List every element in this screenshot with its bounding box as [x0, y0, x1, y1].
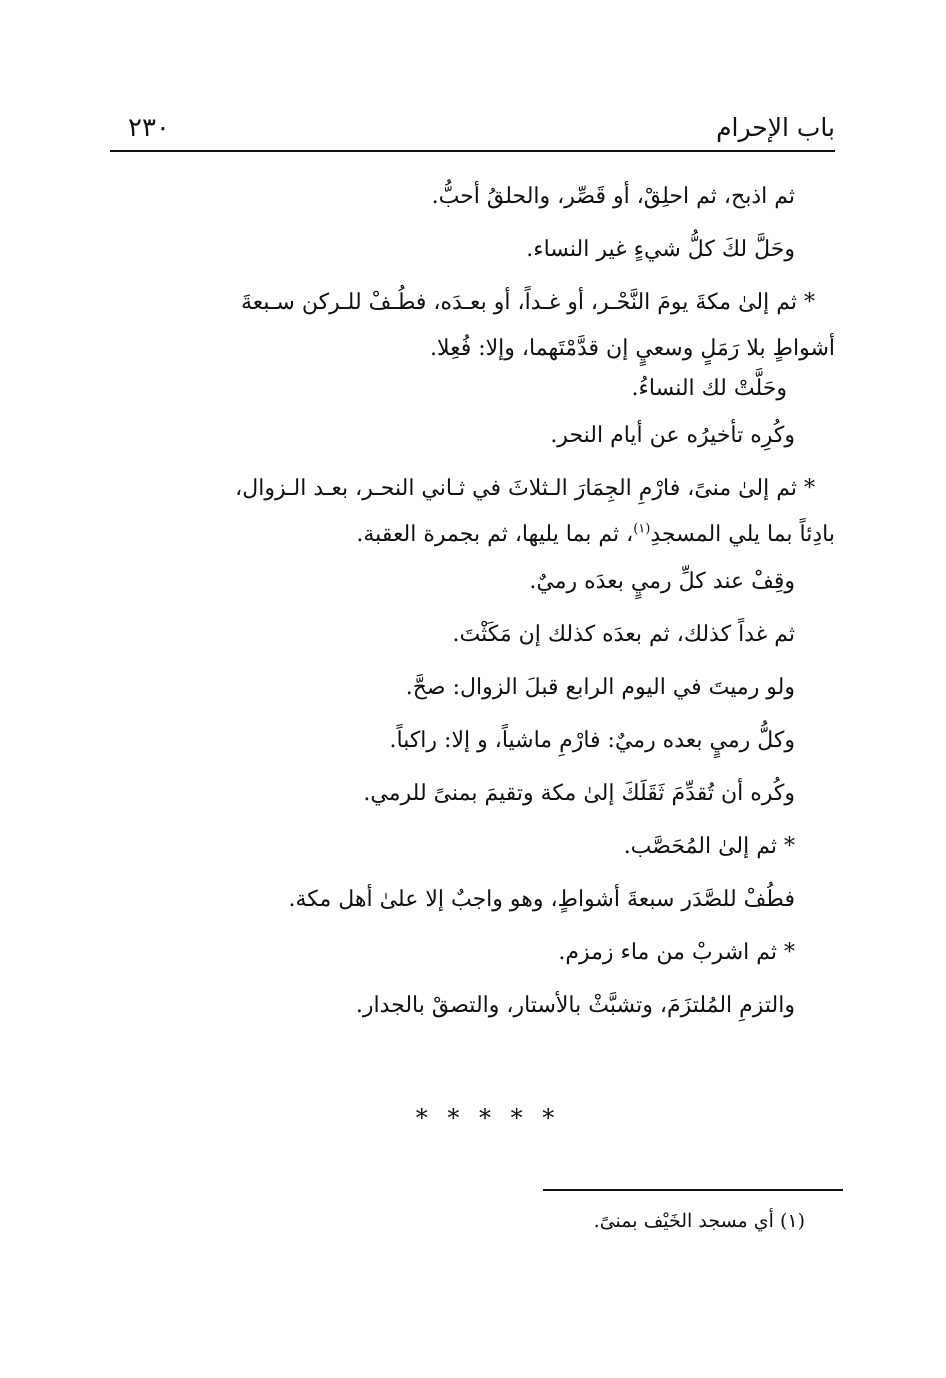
text-line: وحَلَّ لكَ كلُّ شيءٍ غير النساء. [526, 237, 795, 262]
footnote: (١) أي مسجد الخَيْف بمنىً. [593, 1210, 805, 1232]
footnote-marker: (١) [633, 521, 651, 537]
text-line: وكلُّ رميٍ بعده رميٌ: فارْمِ ماشياً، و إلا: راكباً. [389, 728, 795, 753]
footnote-rule [543, 1189, 843, 1191]
chapter-title: باب الإحرام [716, 113, 835, 142]
text-line: * ثم إلىٰ مكةَ يومَ النَّحْـر، أو غـداً، أو بعـدَه، فطُـفْ للـركن سـبعةَ [240, 290, 815, 315]
text-line: ثم اذبح، ثم احلِقْ، أو قَصِّر، والحلقُ أحبُّ. [431, 184, 795, 209]
text-span: ، ثم بما يليها، ثم بجمرة العقبة. [356, 522, 634, 547]
text-line: وكُرِه تأخيرُه عن أيام النحر. [550, 423, 795, 448]
text-line: * ثم إلىٰ منىً، فارْمِ الجِمَارَ الـثلاثَ في ثـاني النحـر، بعـد الـزوال، [235, 476, 815, 501]
text-line: فطُفْ للصَّدَر سبعةَ أشواطٍ، وهو واجبٌ إلا علىٰ أهل مكة. [288, 887, 795, 912]
page-number: ٢٣٠ [128, 113, 170, 143]
text-line: * ثم اشربْ من ماء زمزم. [558, 940, 795, 965]
text-line [120, 515, 835, 555]
text-line: والتزمِ المُلتزَمَ، وتشبَّثْ بالأستار، والتصقْ بالجدار. [355, 993, 795, 1018]
section-separator: * * * * * [415, 1104, 561, 1132]
text-line: ثم غداً كذلك، ثم بعدَه كذلك إن مَكَثْتَ. [452, 622, 795, 647]
main-text [120, 170, 835, 1032]
running-header [110, 108, 835, 152]
text-line: ولو رميتَ في اليوم الرابع قبلَ الزوال: صحَّ. [405, 675, 795, 700]
text-span: بادِئاً بما يلي المسجدِ [650, 522, 835, 547]
text-line: * ثم إلىٰ المُحَصَّب. [623, 834, 795, 859]
text-line: وكُره أن تُقدِّمَ ثَقَلَكَ إلىٰ مكة وتقيمَ بمنىً للرمي. [363, 781, 795, 806]
text-line: أشواطٍ بلا رَمَلٍ وسعيٍ إن قدَّمْتَهما، وإلا: فُعِلا. [429, 336, 835, 361]
text-line: وقِفْ عند كلِّ رميٍ بعدَه رميٌ. [529, 569, 795, 594]
header-rule [110, 150, 835, 152]
text-line: وحَلَّتْ لك النساءُ. [631, 376, 787, 401]
